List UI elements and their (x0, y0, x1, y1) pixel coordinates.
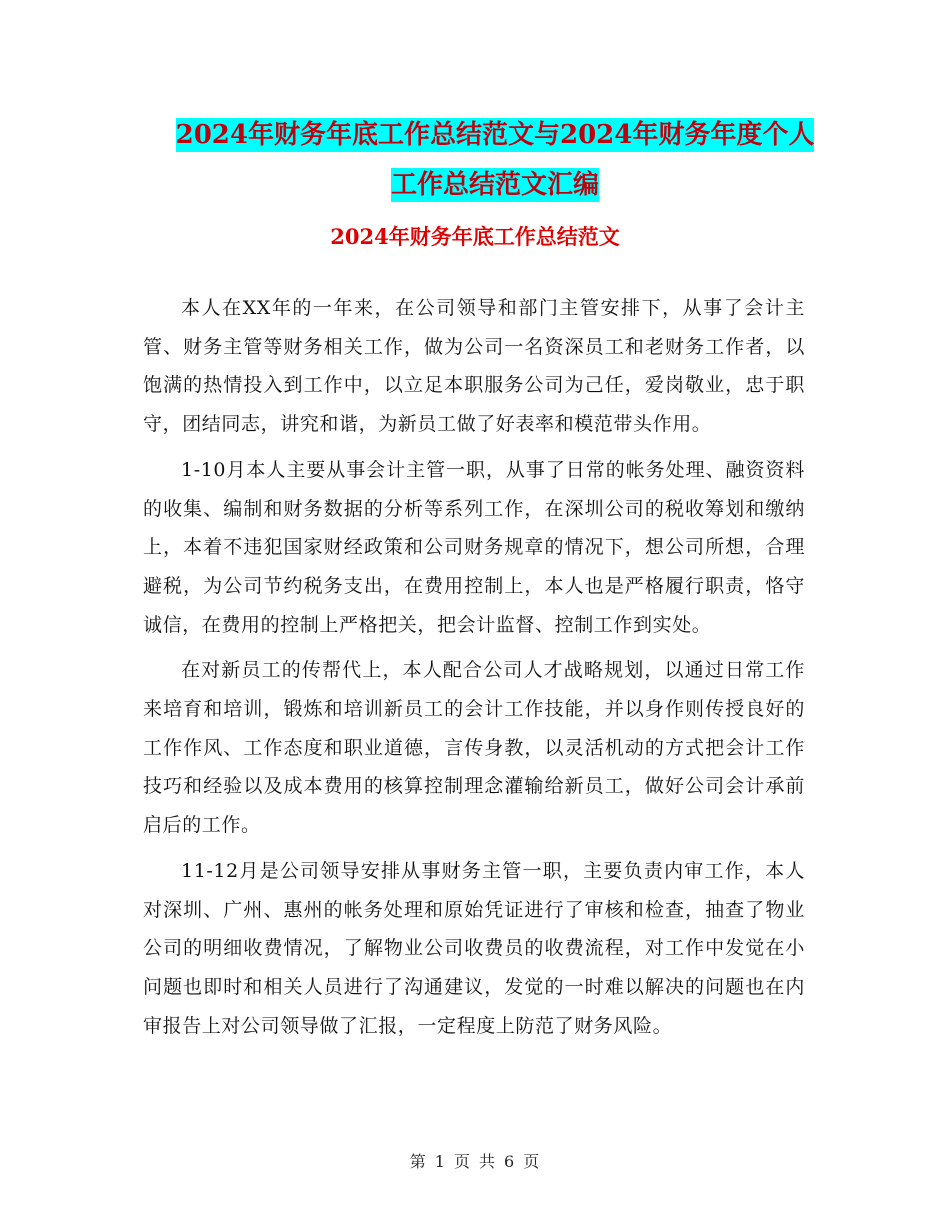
footer-current-page: 1 (434, 1152, 446, 1171)
body-paragraph: 1-10月本人主要从事会计主管一职，从事了日常的帐务处理、融资资料的收集、编制和财务数据的分析等系列工作，在深圳公司的税收筹划和缴纳上，本着不违犯国家财经政策和公司财务规章的情况下，想公司所想，合理避税，为公司节约税务支出，在费用控制上，本人也是严格履行职责，恪守诚信，在费用的控制上严格把关，把会计监督、控制工作到实处。 (143, 458, 805, 636)
document-title (140, 110, 850, 210)
document-body (143, 289, 805, 1052)
document-title-line-2: 工作总结范文汇编 (390, 170, 599, 200)
body-paragraph: 在对新员工的传帮代上，本人配合公司人才战略规划，以通过日常工作来培育和培训，锻炼和培训新员工的会计工作技能，并以身作则传授良好的工作作风、工作态度和职业道德，言传身教，以灵活机动的方式把会计工作技巧和经验以及成本费用的核算控制理念灌输给新员工，做好公司会计承前启后的工作。 (143, 659, 805, 837)
page-footer (0, 1150, 950, 1174)
body-paragraph: 本人在XX年的一年来，在公司领导和部门主管安排下，从事了会计主管、财务主管等财务相关工作，做为公司一名资深员工和老财务工作者，以饱满的热情投入到工作中，以立足本职服务公司为己任，爱岗敬业，忠于职守，团结同志，讲究和谐，为新员工做了好表率和模范带头作用。 (143, 297, 805, 436)
section-title: 2024年财务年底工作总结范文 (330, 224, 620, 249)
document-title-line-1: 2024年财务年底工作总结范文与2024年财务年度个人 (175, 120, 815, 150)
footer-page-label: 第 (409, 1152, 427, 1171)
footer-total-unit: 页 (523, 1152, 541, 1171)
body-paragraph: 11-12月是公司领导安排从事财务主管一职，主要负责内审工作，本人对深圳、广州、惠州的帐务处理和原始凭证进行了审核和检查，抽查了物业公司的明细收费情况，了解物业公司收费员的收费流程，对工作中发觉在小问题也即时和相关人员进行了沟通建议，发觉的一时难以解决的问题也在内审报告上对公司领导做了汇报，一定程度上防范了财务风险。 (143, 859, 805, 1037)
footer-total-label: 共 (479, 1152, 497, 1171)
footer-page-unit: 页 (453, 1152, 471, 1171)
footer-total-pages: 6 (504, 1152, 516, 1171)
